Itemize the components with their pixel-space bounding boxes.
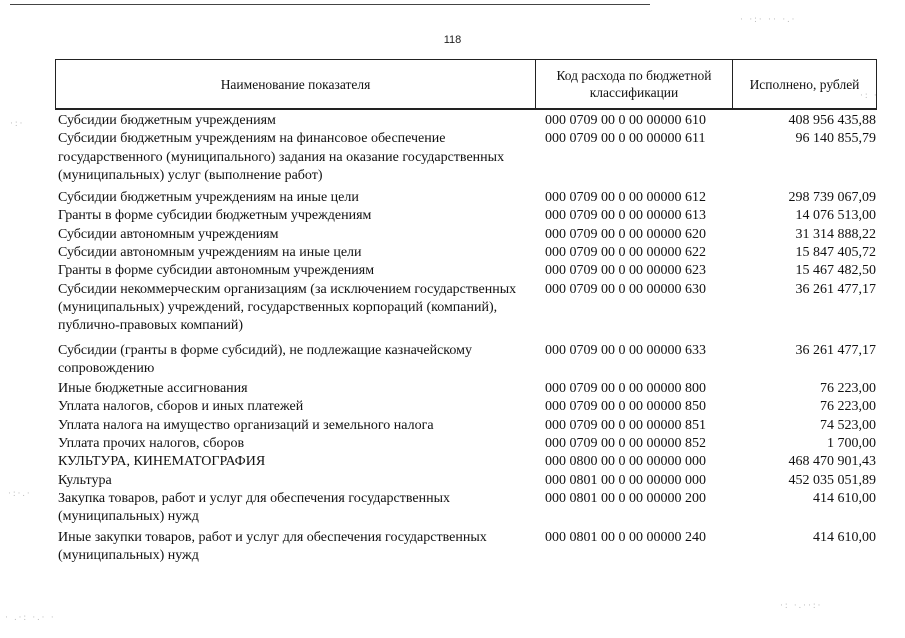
table-row xyxy=(55,435,877,453)
row-code: 000 0709 00 0 00 00000 633 xyxy=(545,342,706,358)
row-name: Субсидии автономным учреждениям на иные цели xyxy=(58,245,362,261)
row-amount: 408 956 435,88 xyxy=(788,113,876,128)
row-name: Субсидии (гранты в форме субсидий), не подлежащие казначейскому сопровождению xyxy=(58,342,472,376)
row-code: 000 0709 00 0 00 00000 620 xyxy=(545,226,706,242)
table-body xyxy=(55,112,877,565)
row-name: Субсидии бюджетным учреждениям xyxy=(58,113,276,128)
table-row xyxy=(55,207,877,225)
table-row xyxy=(55,262,877,280)
row-code: 000 0709 00 0 00 00000 611 xyxy=(545,131,706,147)
row-code: 000 0709 00 0 00 00000 613 xyxy=(545,208,706,224)
row-amount: 414 610,00 xyxy=(813,490,876,506)
row-amount: 36 261 477,17 xyxy=(795,281,876,297)
row-code: 000 0801 00 0 00 00000 240 xyxy=(545,529,706,545)
table-row xyxy=(55,472,877,490)
table-row xyxy=(55,490,877,527)
row-name: Закупка товаров, работ и услуг для обеспечения государственных (муниципальных) нужд xyxy=(58,490,451,525)
row-code: 000 0709 00 0 00 00000 800 xyxy=(545,381,706,397)
row-amount: 298 739 067,09 xyxy=(788,190,876,206)
row-amount: 15 467 482,50 xyxy=(795,263,876,279)
row-name: Гранты в форме субсидии бюджетным учреждениям xyxy=(58,208,372,224)
table-row xyxy=(55,529,877,566)
scan-noise: · .·: ·.· · xyxy=(5,612,56,622)
page-number: 118 xyxy=(443,34,462,46)
header-code: Код расхода по бюджетной классификации xyxy=(536,60,733,108)
row-name: Гранты в форме субсидии автономным учреждениям xyxy=(58,263,375,279)
row-name: Культура xyxy=(58,472,112,488)
row-code: 000 0709 00 0 00 00000 852 xyxy=(545,436,706,452)
scan-noise: ·:·.· xyxy=(8,488,32,498)
row-code: 000 0709 00 0 00 00000 851 xyxy=(545,417,706,433)
table-row xyxy=(55,281,877,336)
row-name: Иные бюджетные ассигнования xyxy=(58,381,248,397)
row-name: Субсидии бюджетным учреждениям на финансовое обеспечение государственного (муниципального) задания на оказание государственных (муниципальных) услуг (выполнение работ) xyxy=(58,131,505,183)
top-rule xyxy=(10,4,650,5)
scan-noise: ·:· xyxy=(10,118,25,128)
row-name: Иные закупки товаров, работ и услуг для обеспечения государственных (муниципальных) нужд xyxy=(58,529,487,563)
table-row xyxy=(55,226,877,244)
scan-noise: · ·:· ·· ·.· xyxy=(740,14,797,24)
scan-noise: ·: ·.··:· xyxy=(780,600,823,610)
table-row xyxy=(55,244,877,262)
row-amount: 74 523,00 xyxy=(820,417,876,433)
row-name: Уплата налога на имущество организаций и земельного налога xyxy=(58,417,434,433)
row-amount: 76 223,00 xyxy=(820,381,876,397)
row-code: 000 0709 00 0 00 00000 630 xyxy=(545,281,706,297)
row-amount: 31 314 888,22 xyxy=(795,226,876,242)
table-row xyxy=(55,398,877,416)
row-code: 000 0709 00 0 00 00000 850 xyxy=(545,399,706,415)
table-row xyxy=(55,453,877,471)
row-amount: 14 076 513,00 xyxy=(795,208,876,224)
row-name: КУЛЬТУРА, КИНЕМАТОГРАФИЯ xyxy=(58,454,266,470)
table-row xyxy=(55,417,877,435)
row-code: 000 0800 00 0 00 00000 000 xyxy=(545,454,706,470)
row-amount: 76 223,00 xyxy=(820,399,876,415)
row-name: Уплата налогов, сборов и иных платежей xyxy=(58,399,304,415)
row-code: 000 0801 00 0 00 00000 000 xyxy=(545,472,706,488)
row-code: 000 0709 00 0 00 00000 610 xyxy=(545,113,706,128)
row-name: Субсидии бюджетным учреждениям на иные цели xyxy=(58,190,359,206)
row-name: Уплата прочих налогов, сборов xyxy=(58,436,245,452)
row-amount: 96 140 855,79 xyxy=(795,131,876,147)
row-code: 000 0801 00 0 00 00000 200 xyxy=(545,490,706,506)
table-row xyxy=(55,112,877,130)
table-row xyxy=(55,342,877,379)
scan-noise: ·: · xyxy=(860,90,879,100)
table-row xyxy=(55,380,877,398)
row-name: Субсидии некоммерческим организациям (за исключением государственных (муниципальных) учреждений, государственных корпораций (компаний), публично-правовых компаний) xyxy=(58,281,517,334)
row-amount: 452 035 051,89 xyxy=(788,472,876,488)
header-name: Наименование показателя xyxy=(56,60,536,108)
row-code: 000 0709 00 0 00 00000 622 xyxy=(545,245,706,261)
table-row xyxy=(55,189,877,207)
row-amount: 1 700,00 xyxy=(827,436,876,452)
row-amount: 468 470 901,43 xyxy=(788,454,876,470)
table-row xyxy=(55,130,877,185)
row-amount: 414 610,00 xyxy=(813,529,876,545)
row-name: Субсидии автономным учреждениям xyxy=(58,226,279,242)
row-amount: 36 261 477,17 xyxy=(795,342,876,358)
row-code: 000 0709 00 0 00 00000 612 xyxy=(545,190,706,206)
row-code: 000 0709 00 0 00 00000 623 xyxy=(545,263,706,279)
table-header xyxy=(55,59,877,110)
header-amount: Исполнено, рублей xyxy=(749,76,860,92)
row-amount: 15 847 405,72 xyxy=(795,245,876,261)
